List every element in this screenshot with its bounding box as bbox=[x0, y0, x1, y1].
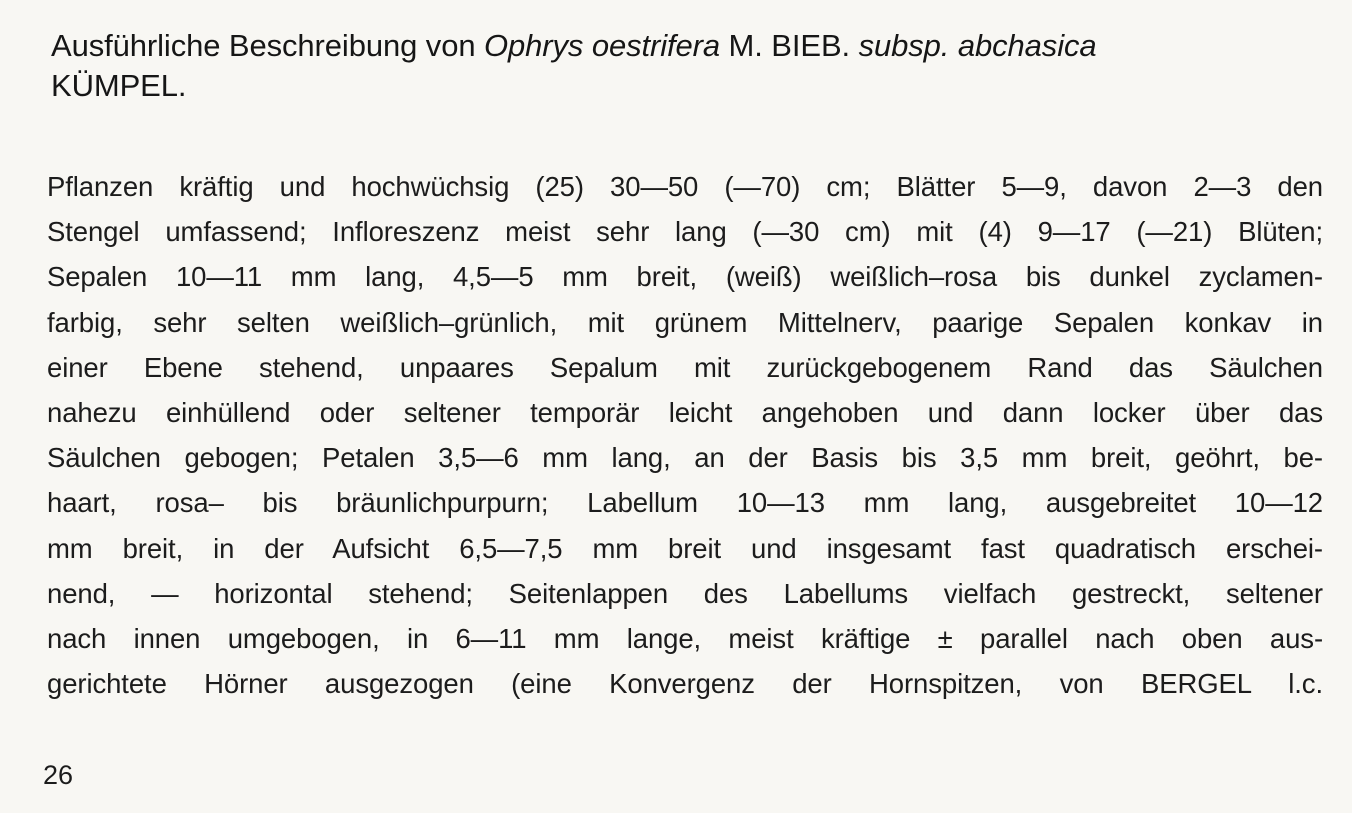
subspecies-author: KÜMPEL. bbox=[51, 68, 187, 103]
paragraph-line: mm breit, in der Aufsicht 6,5—7,5 mm breit und insgesamt fast quadratisch erschei- bbox=[47, 532, 1323, 564]
paragraph-line: haart, rosa– bis bräunlichpurpurn; Labellum 10—13 mm lang, ausgebreitet 10—12 bbox=[47, 487, 1323, 519]
paragraph-line: gerichtete Hörner ausgezogen (eine Konvergenz der Hornspitzen, von BERGEL l.c. bbox=[47, 668, 1323, 700]
description-paragraph bbox=[47, 164, 1323, 706]
paragraph-line: Pflanzen kräftig und hochwüchsig (25) 30—50 (—70) cm; Blätter 5—9, davon 2—3 den bbox=[47, 171, 1323, 202]
paragraph-line: Säulchen gebogen; Petalen 3,5—6 mm lang, an der Basis bis 3,5 mm breit, geöhrt, be- bbox=[47, 442, 1323, 474]
paragraph-line: nend, — horizontal stehend; Seitenlappen des Labellums vielfach gestreckt, seltener bbox=[47, 577, 1323, 609]
paragraph-line: einer Ebene stehend, unpaares Sepalum mit zurückgebogenem Rand das Säulchen bbox=[47, 351, 1323, 383]
subspecies-name: subsp. abchasica bbox=[858, 28, 1097, 63]
paragraph-line: nahezu einhüllend oder seltener temporär leicht angehoben und dann locker über das bbox=[47, 396, 1323, 428]
heading-text: Ausführliche Beschreibung von bbox=[51, 28, 484, 63]
paragraph-line: Stengel umfassend; Infloreszenz meist sehr lang (—30 cm) mit (4) 9—17 (—21) Blüten; bbox=[47, 216, 1323, 248]
species-name: Ophrys oestrifera bbox=[483, 28, 721, 63]
paragraph-line: nach innen umgebogen, in 6—11 mm lange, meist kräftige ± parallel nach oben aus- bbox=[47, 622, 1323, 654]
author-abbreviation: M. BIEB. bbox=[720, 28, 859, 63]
paragraph-line: farbig, sehr selten weißlich–grünlich, mit grünem Mittelnerv, paarige Sepalen konkav in bbox=[47, 306, 1323, 338]
section-heading bbox=[51, 26, 1331, 106]
page-number: 26 bbox=[43, 760, 74, 790]
paragraph-line: Sepalen 10—11 mm lang, 4,5—5 mm breit, (weiß) weißlich–rosa bis dunkel zyclamen- bbox=[47, 261, 1323, 293]
